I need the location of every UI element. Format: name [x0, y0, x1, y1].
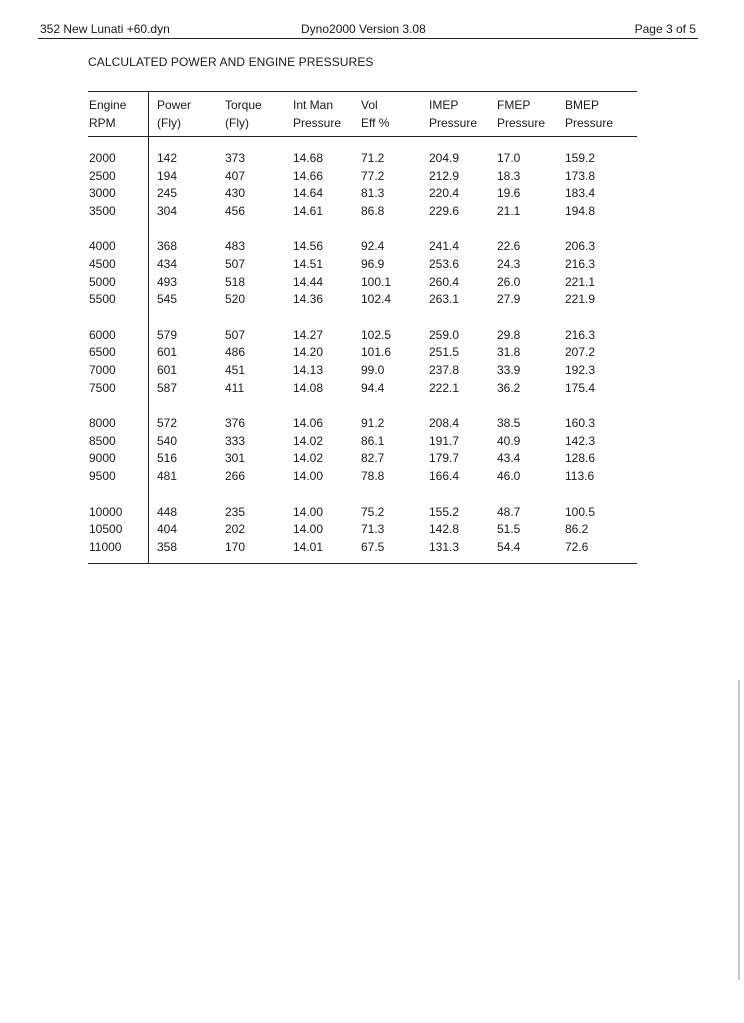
table-cell: 102.4 [361, 292, 392, 307]
table-cell: 131.3 [429, 539, 460, 554]
column-header-bmep: BMEP [565, 98, 600, 112]
table-cell: 14.08 [293, 380, 324, 395]
table-cell: 579 [157, 327, 178, 342]
column-subheader-power-fly: (Fly) [157, 116, 181, 130]
table-cell: 7000 [89, 363, 116, 377]
table-cell: 67.5 [361, 539, 385, 554]
table-cell: 14.56 [293, 239, 324, 254]
table-cell: 206.3 [565, 239, 596, 254]
column-subheader-bmep-pressure: Pressure [565, 116, 614, 130]
table-cell: 78.8 [361, 469, 385, 483]
table-cell: 456 [225, 203, 246, 218]
table-cell: 14.00 [293, 522, 324, 537]
table-cell: 263.1 [429, 292, 460, 307]
table-cell: 101.6 [361, 345, 392, 360]
table-cell: 14.61 [293, 203, 324, 218]
table-cell: 241.4 [429, 239, 460, 254]
table-cell: 194 [157, 168, 178, 183]
table-cell: 376 [225, 416, 246, 431]
table-cell: 46.0 [497, 469, 521, 483]
table-cell: 5000 [89, 274, 116, 289]
table-cell: 11000 [89, 539, 122, 554]
table-cell: 14.44 [293, 274, 324, 289]
table-cell: 17.0 [497, 151, 521, 165]
table-cell: 51.5 [497, 522, 521, 537]
table-cell: 483 [225, 239, 246, 254]
table-cell: 434 [157, 257, 178, 271]
table-cell: 43.4 [497, 451, 521, 466]
table-cell: 91.2 [361, 416, 385, 431]
table-cell: 222.1 [429, 380, 460, 395]
table-cell: 14.06 [293, 416, 324, 431]
table-top-rule [88, 91, 637, 92]
table-cell: 5500 [89, 292, 116, 307]
table-cell: 235 [225, 504, 246, 519]
table-cell: 33.9 [497, 363, 521, 377]
table-cell: 175.4 [565, 380, 596, 395]
table-cell: 159.2 [565, 151, 596, 165]
table-cell: 191.7 [429, 433, 460, 448]
column-subheader-fmep-pressure: Pressure [497, 116, 546, 130]
table-cell: 155.2 [429, 504, 460, 519]
table-cell: 333 [225, 433, 246, 448]
table-cell: 207.2 [565, 345, 596, 360]
table-cell: 6000 [89, 327, 116, 342]
table-cell: 183.4 [565, 186, 596, 201]
table-cell: 373 [225, 151, 246, 165]
table-cell: 2500 [89, 168, 116, 183]
column-subheader-vol-eff: Eff % [361, 116, 390, 130]
column-header-fmep: FMEP [497, 98, 531, 112]
table-cell: 31.8 [497, 345, 521, 360]
table-cell: 493 [157, 274, 178, 289]
table-cell: 96.9 [361, 257, 385, 271]
section-title: CALCULATED POWER AND ENGINE PRESSURES [88, 55, 374, 69]
table-cell: 86.8 [361, 203, 385, 218]
table-cell: 2000 [89, 151, 116, 165]
table-cell: 40.9 [497, 433, 521, 448]
table-column-divider [148, 91, 149, 564]
table-cell: 100.5 [565, 504, 596, 519]
table-cell: 14.51 [293, 257, 324, 271]
table-cell: 173.8 [565, 168, 596, 183]
table-cell: 166.4 [429, 469, 460, 483]
table-cell: 100.1 [361, 274, 392, 289]
column-header-int-man: Int Man [293, 98, 334, 112]
column-subheader-rpm: RPM [89, 116, 116, 130]
table-cell: 407 [225, 168, 246, 183]
table-cell: 481 [157, 469, 178, 483]
table-cell: 8500 [89, 433, 116, 448]
table-cell: 368 [157, 239, 178, 254]
table-cell: 3500 [89, 203, 116, 218]
table-cell: 86.1 [361, 433, 385, 448]
scan-edge-mark [738, 680, 740, 980]
table-cell: 14.68 [293, 151, 324, 165]
table-cell: 81.3 [361, 186, 385, 201]
table-cell: 221.9 [565, 292, 596, 307]
table-cell: 14.02 [293, 433, 324, 448]
table-cell: 520 [225, 292, 246, 307]
table-cell: 54.4 [497, 539, 521, 554]
table-cell: 10000 [89, 504, 123, 519]
table-cell: 82.7 [361, 451, 385, 466]
table-cell: 486 [225, 345, 246, 360]
column-header-power: Power [157, 98, 192, 112]
table-cell: 48.7 [497, 504, 521, 519]
table-cell: 75.2 [361, 504, 385, 519]
table-cell: 451 [225, 363, 246, 377]
table-cell: 220.4 [429, 186, 460, 201]
column-subheader-torque-fly: (Fly) [225, 116, 249, 130]
table-cell: 601 [157, 345, 178, 360]
table-cell: 14.66 [293, 168, 324, 183]
table-cell: 192.3 [565, 363, 596, 377]
table-cell: 36.2 [497, 380, 521, 395]
table-cell: 507 [225, 257, 246, 271]
table-cell: 113.6 [565, 469, 595, 483]
header-page-number: Page 3 of 5 [634, 22, 696, 36]
table-cell: 21.1 [497, 203, 521, 218]
table-cell: 14.00 [293, 469, 324, 483]
table-cell: 221.1 [565, 274, 596, 289]
table-cell: 601 [157, 363, 178, 377]
table-cell: 22.6 [497, 239, 521, 254]
column-subheader-int-man-pressure: Pressure [293, 116, 342, 130]
table-cell: 29.8 [497, 327, 521, 342]
table-cell: 9000 [89, 451, 116, 466]
table-cell: 14.02 [293, 451, 324, 466]
table-cell: 14.64 [293, 186, 324, 201]
table-cell: 540 [157, 433, 178, 448]
table-cell: 72.6 [565, 539, 589, 554]
table-cell: 14.27 [293, 327, 324, 342]
table-bottom-rule [88, 563, 637, 564]
table-cell: 128.6 [565, 451, 596, 466]
table-cell: 587 [157, 380, 178, 395]
table-cell: 216.3 [565, 327, 596, 342]
table-cell: 24.3 [497, 257, 521, 271]
table-cell: 216.3 [565, 257, 596, 271]
table-cell: 71.3 [361, 522, 385, 537]
table-cell: 142.8 [429, 522, 460, 537]
table-cell: 518 [225, 274, 246, 289]
table-header-rule [88, 136, 637, 137]
table-cell: 572 [157, 416, 178, 431]
table-cell: 266 [225, 469, 246, 483]
power-pressure-table [88, 91, 637, 564]
table-cell: 411 [225, 380, 245, 395]
table-cell: 6500 [89, 345, 116, 360]
table-cell: 4000 [89, 239, 116, 254]
table-cell: 245 [157, 186, 178, 201]
table-cell: 202 [225, 522, 246, 537]
table-cell: 86.2 [565, 522, 589, 537]
column-header-vol: Vol [361, 98, 378, 112]
table-cell: 10500 [89, 522, 123, 537]
header-filename: 352 New Lunati +60.dyn [40, 22, 170, 36]
table-cell: 19.6 [497, 186, 521, 201]
column-subheader-imep-pressure: Pressure [429, 116, 478, 130]
table-cell: 194.8 [565, 203, 596, 218]
table-cell: 170 [225, 539, 246, 554]
table-cell: 14.01 [293, 539, 324, 554]
table-cell: 99.0 [361, 363, 385, 377]
table-cell: 208.4 [429, 416, 460, 431]
table-cell: 301 [225, 451, 246, 466]
column-header-engine: Engine [89, 98, 127, 112]
table-cell: 179.7 [429, 451, 460, 466]
column-header-torque: Torque [225, 98, 262, 112]
table-cell: 9500 [89, 469, 116, 483]
table-cell: 253.6 [429, 257, 460, 271]
table-cell: 18.3 [497, 168, 521, 183]
table-cell: 27.9 [497, 292, 521, 307]
table-cell: 160.3 [565, 416, 596, 431]
table-cell: 26.0 [497, 274, 521, 289]
table-cell: 448 [157, 504, 178, 519]
table-cell: 4500 [89, 257, 116, 271]
table-cell: 212.9 [429, 168, 460, 183]
table-cell: 14.36 [293, 292, 324, 307]
table-cell: 77.2 [361, 168, 385, 183]
table-cell: 38.5 [497, 416, 521, 431]
table-cell: 7500 [89, 380, 116, 395]
table-cell: 259.0 [429, 327, 460, 342]
table-cell: 94.4 [361, 380, 385, 395]
table-cell: 430 [225, 186, 246, 201]
table-cell: 237.8 [429, 363, 460, 377]
table-cell: 516 [157, 451, 178, 466]
table-cell: 507 [225, 327, 246, 342]
table-cell: 14.20 [293, 345, 324, 360]
table-cell: 304 [157, 203, 178, 218]
header-software-version: Dyno2000 Version 3.08 [301, 22, 426, 36]
table-cell: 3000 [89, 186, 116, 201]
table-cell: 71.2 [361, 151, 385, 165]
table-cell: 260.4 [429, 274, 460, 289]
table-cell: 229.6 [429, 203, 460, 218]
table-cell: 14.00 [293, 504, 324, 519]
page-header [38, 20, 698, 39]
table-cell: 204.9 [429, 151, 460, 165]
table-cell: 404 [157, 522, 178, 537]
table-cell: 102.5 [361, 327, 392, 342]
table-cell: 142.3 [565, 433, 596, 448]
table-cell: 142 [157, 151, 178, 165]
table-cell: 92.4 [361, 239, 385, 254]
column-header-imep: IMEP [429, 98, 459, 112]
table-cell: 8000 [89, 416, 116, 431]
table-cell: 358 [157, 539, 178, 554]
table-cell: 14.13 [293, 363, 324, 377]
table-cell: 251.5 [429, 345, 460, 360]
table-cell: 545 [157, 292, 178, 307]
